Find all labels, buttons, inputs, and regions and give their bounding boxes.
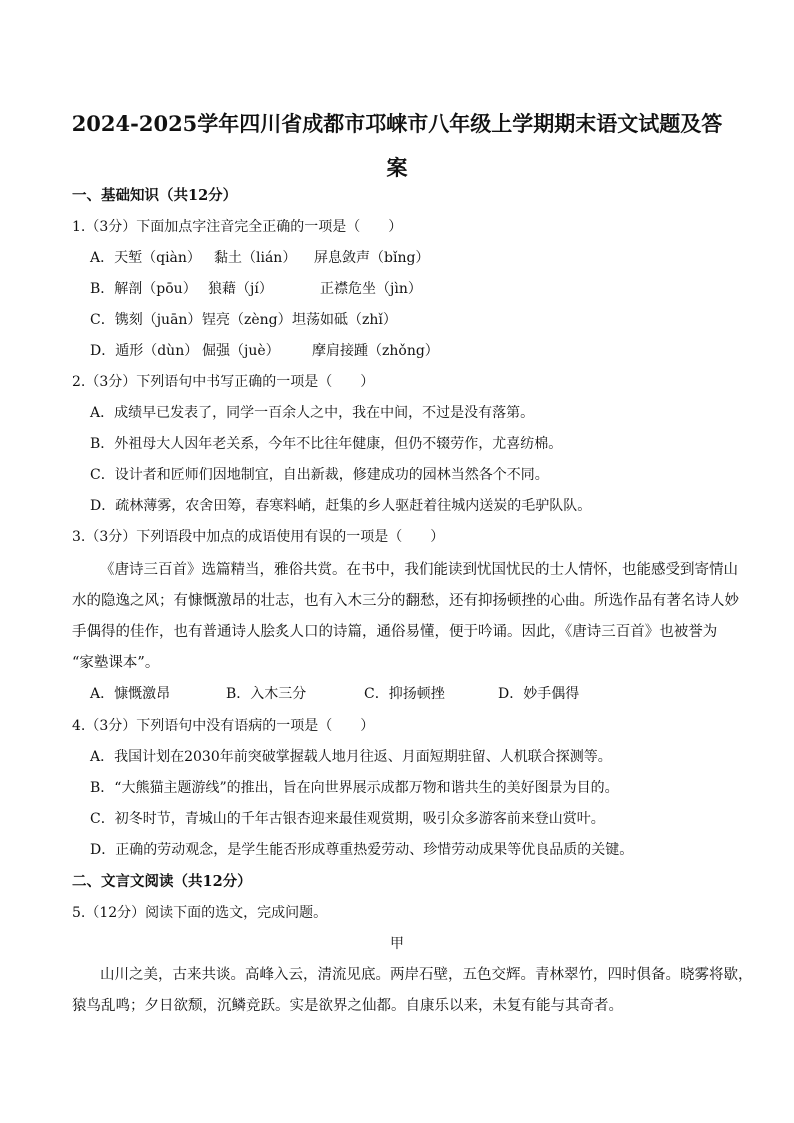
q1-a-1: A．天堑（qiàn） [90,250,201,266]
q1-stem: 1.（3分）下面加点字注音完全正确的一项是（ ） [72,219,403,235]
q1-a-2: 黏土（lián） [214,250,297,266]
passage-line-2: 猿鸟乱鸣；夕日欲颓，沉鳞竞跃。实是欲界之仙都。自康乐以来，未复有能与其奇者。 [72,998,623,1014]
q3-paragraph-line-4: “家塾课本”。 [72,655,160,671]
q2-option-d: D．疏林薄雾，农舍田筹，春寒料峭，赶集的乡人驱赶着往城内送炭的毛驴队队。 [90,498,592,514]
q3-option-c: C．抑扬顿挫 [364,686,445,702]
q1-d-3: 摩肩接踵（zhǒng） [312,343,439,359]
q3-paragraph-line-1: 《唐诗三百首》选篇精当，雅俗共赏。在书中，我们能读到忧国忧民的士人情怀，也能感受到寄情山 [100,562,738,578]
q3-option-a: A．慷慨激昂 [90,686,171,702]
q1-option-a [90,248,724,268]
section-2-heading: 二、文言文阅读（共12分） [72,873,252,890]
q1-b-1: B．解剖（pōu） [90,281,197,297]
q3-options [90,684,724,704]
q2-option-b: B．外祖母大人因年老关系，今年不比往年健康，但仍不辍劳作，尤喜纺棉。 [90,436,563,452]
passage-line-1: 山川之美，古来共谈。高峰入云，清流见底。两岸石壁，五色交辉。青林翠竹，四时俱备。晓雾将歇， [100,967,753,983]
q1-d-1: D．遁形（dùn） [90,343,199,359]
q4-option-c: C．初冬时节，青城山的千年古银杏迎来最佳观赏期，吸引众多游客前来登山赏叶。 [90,811,605,827]
q1-c-2: 锃亮（zèng） [202,312,292,328]
q1-b-3: 正襟危坐（jìn） [320,281,422,297]
q4-option-d: D．正确的劳动观念，是学生能否形成尊重热爱劳动、珍惜劳动成果等优良品质的关键。 [90,842,634,858]
q4-option-a: A．我国计划在2030年前突破掌握载人地月往返、月面短期驻留、人机联合探测等。 [90,749,612,765]
q5-stem: 5.（12分）阅读下面的选文，完成问题。 [72,905,328,921]
q2-option-c: C．设计者和匠师们因地制宜，自出新裁，修建成功的园林当然各个不同。 [90,467,549,483]
q2-option-a: A．成绩早已发表了，同学一百余人之中，我在中间，不过是没有落第。 [90,405,535,421]
passage-heading: 甲 [390,936,404,952]
q1-c-1: C．镌刻（juān） [90,312,202,328]
q1-a-3: 屏息敛声（bǐng） [314,250,430,266]
q3-option-b: B．入木三分 [226,686,307,702]
q1-option-c [90,310,724,330]
q3-paragraph-line-2: 水的隐逸之风；有慷慨激昂的壮志，也有入木三分的翻愁，还有抑扬顿挫的心曲。所选作品有著名诗人妙 [72,593,739,609]
title-line-2: 案 [386,155,408,180]
q4-stem: 4.（3分）下列语句中没有语病的一项是（ ） [72,718,375,734]
q3-stem: 3.（3分）下列语段中加点的成语使用有误的一项是（ ） [72,529,445,545]
q1-option-d [90,341,724,361]
title-line-1: 2024-2025学年四川省成都市邛崃市八年级上学期期末语文试题及答 [71,111,723,136]
q1-b-2: 狼藉（jí） [208,281,273,297]
q2-stem: 2.（3分）下列语句中书写正确的一项是（ ） [72,374,375,390]
q3-paragraph-line-3: 手偶得的佳作，也有普通诗人脍炙人口的诗篇，通俗易懂，便于吟诵。因此，《唐诗三百首》也被誉为 [72,624,718,640]
document-title [60,102,734,190]
q3-option-d: D．妙手偶得 [498,686,580,702]
q4-option-b: B．“大熊猫主题游线”的推出，旨在向世界展示成都万物和谐共生的美好图景为目的。 [90,780,619,796]
q1-option-b [90,279,724,299]
q1-c-3: 坦荡如砥（zhǐ） [292,312,397,328]
section-1-heading: 一、基础知识（共12分） [72,187,238,204]
q1-d-2: 倔强（juè） [202,343,280,359]
